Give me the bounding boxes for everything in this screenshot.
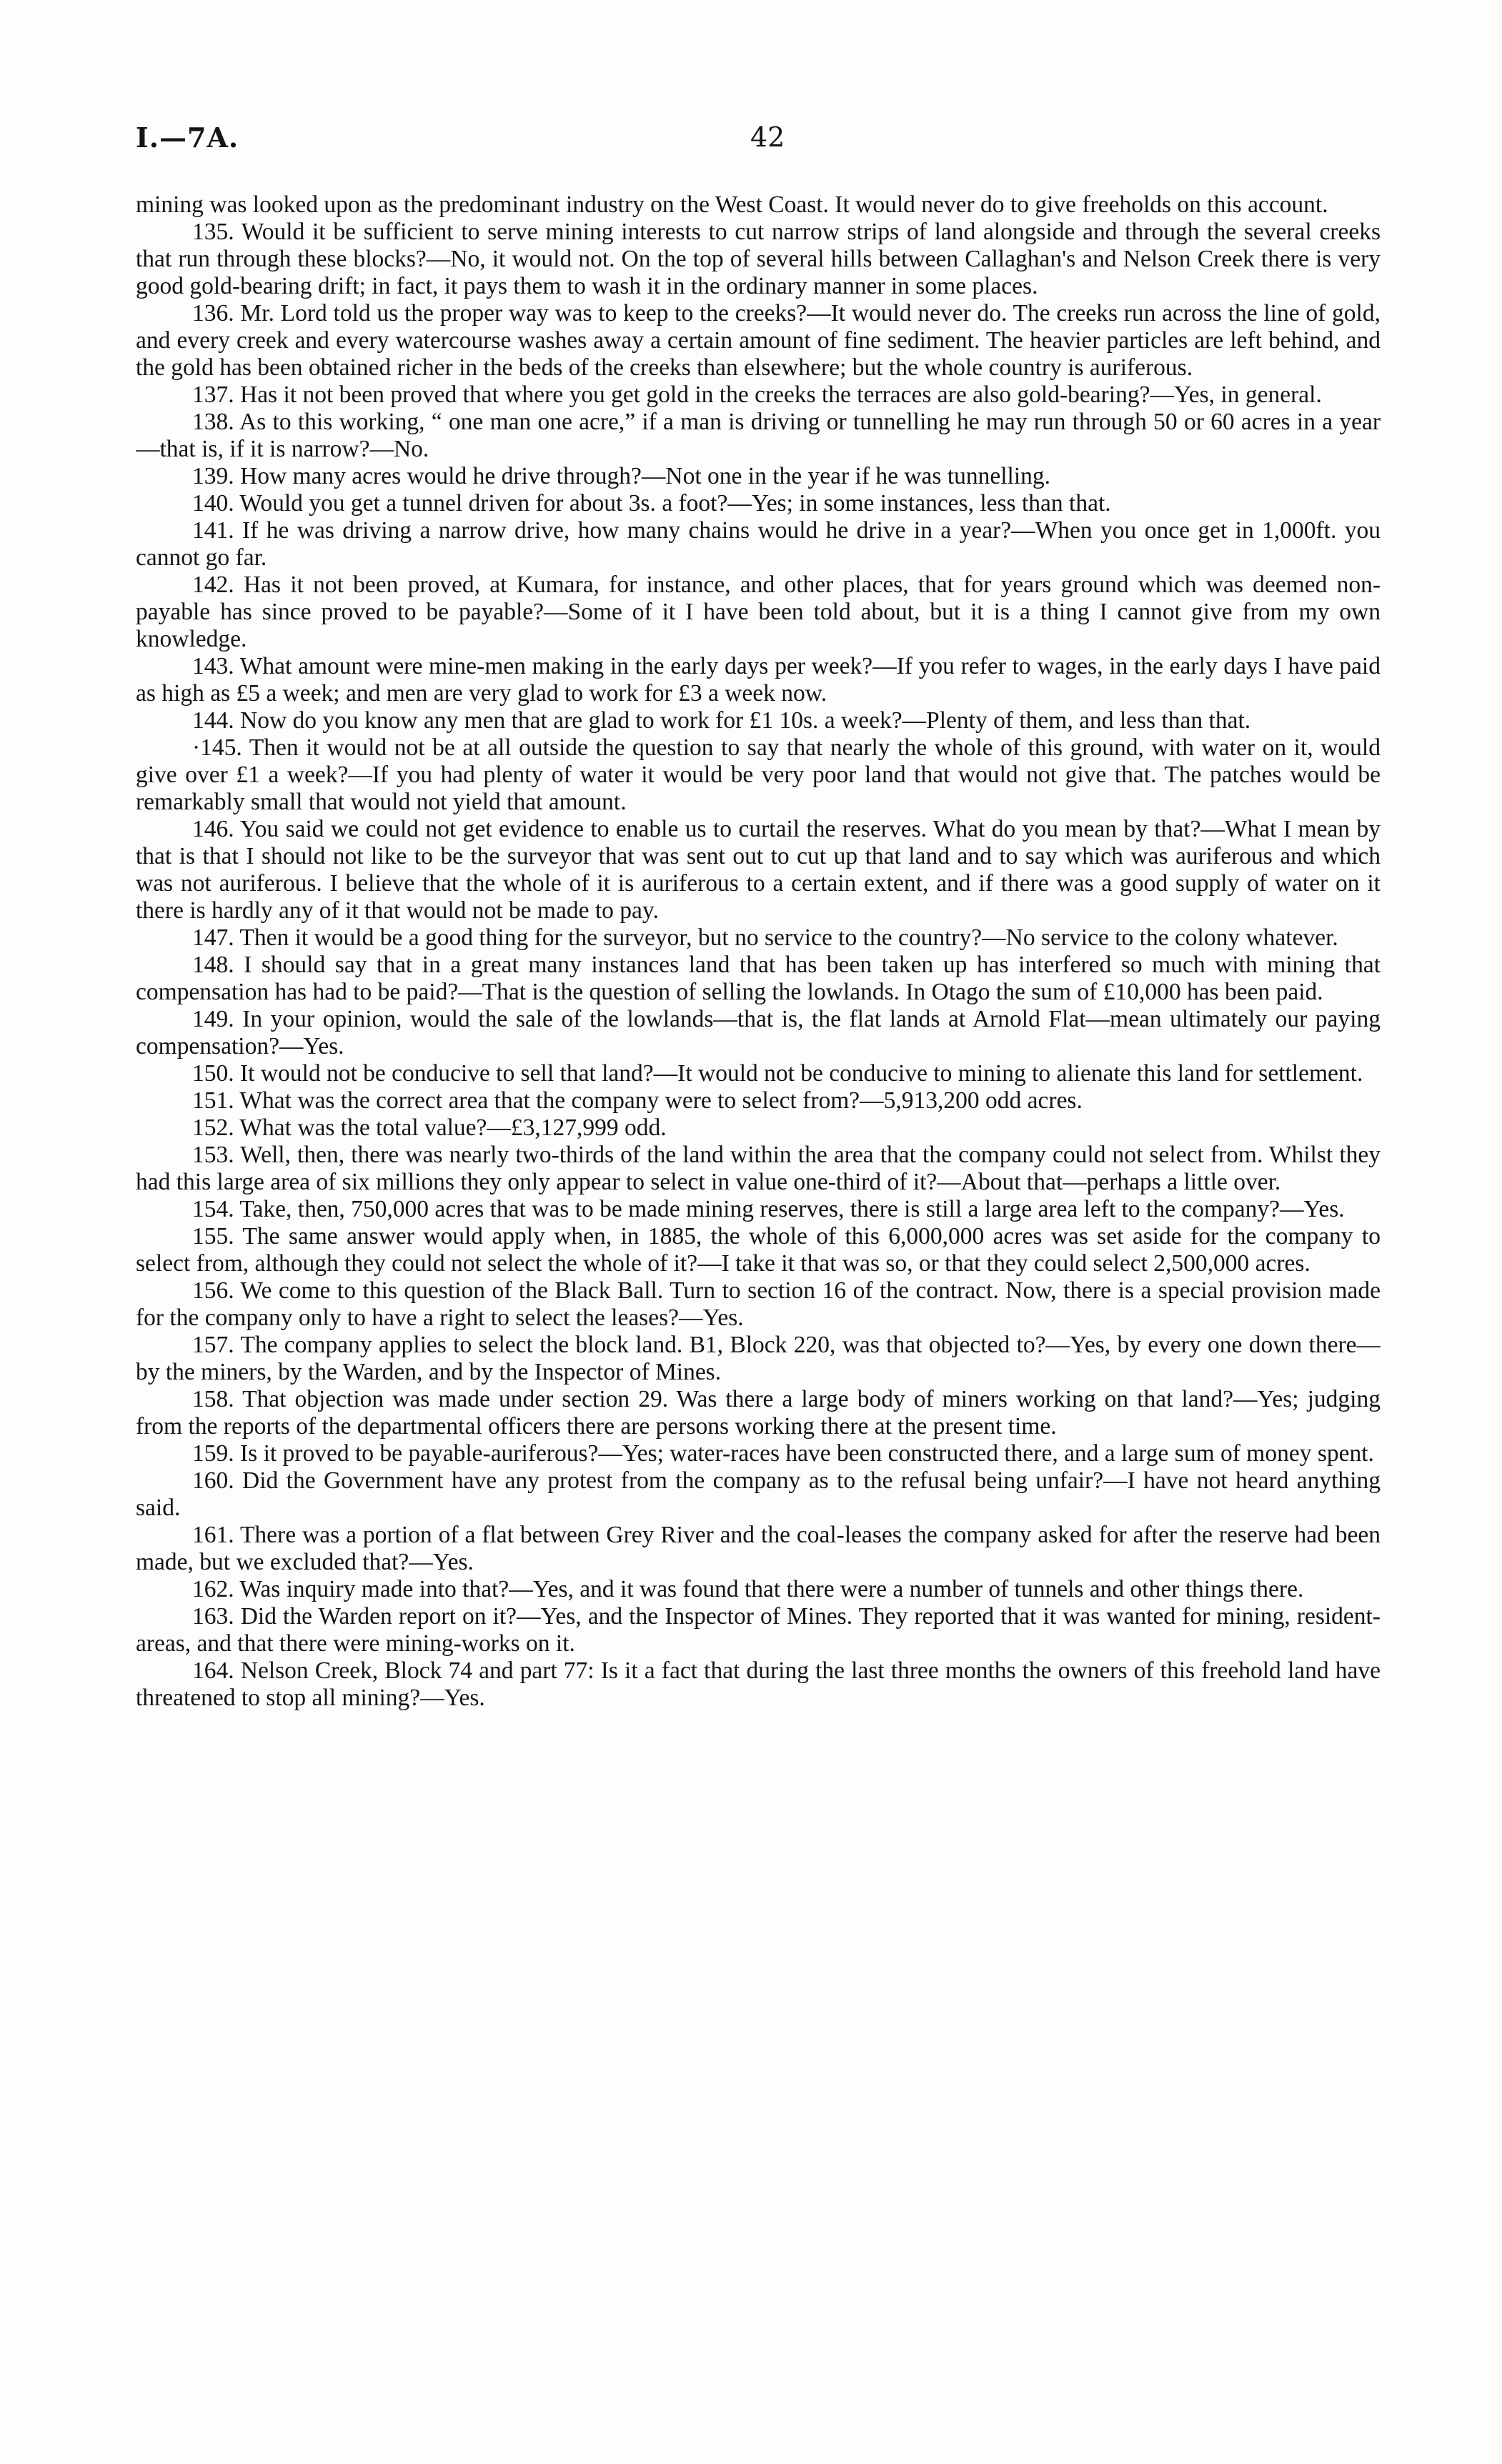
paragraph-142: 142. Has it not been proved, at Kumara, for instance, and other places, that for years ground which was deemed non-payable has since proved to be payable?—Some of it I have been told about, but it is a thing I cannot give from my own knowledge.	[136, 572, 1381, 652]
paragraph-145: ·145. Then it would not be at all outside the question to say that nearly the whole of this ground, with water on it, would give over £1 a week?—If you had plenty of water it would be very poor land that would not give that. The patches would be remarkably small that would not yield that amount.	[136, 734, 1381, 815]
paragraph-141: 141. If he was driving a narrow drive, how many chains would he drive in a year?—When you once get in 1,000ft. you cannot go far.	[136, 517, 1381, 571]
paragraph-158: 158. That objection was made under section 29. Was there a large body of miners working on that land?—Yes; judging from the reports of the departmental officers there are persons working there at the present time.	[136, 1386, 1381, 1440]
paragraph-148: 148. I should say that in a great many instances land that has been taken up has interfered so much with mining that compensation has had to be paid?—That is the question of selling the lowlands. In Otago the sum of £10,000 has been paid.	[136, 952, 1381, 1005]
paragraph-138: 138. As to this working, “ one man one acre,” if a man is driving or tunnelling he may run through 50 or 60 acres in a year—that is, if it is narrow?—No.	[136, 409, 1381, 462]
paragraph-135: 135. Would it be sufficient to serve mining interests to cut narrow strips of land alongside and through the several creeks that run through these blocks?—No, it would not. On the top of several hills between Callaghan's and Nelson Creek there is very good gold-bearing drift; in fact, it pays them to wash it in the ordinary manner in some places.	[136, 219, 1381, 299]
paragraph-150: 150. It would not be conducive to sell that land?—It would not be conducive to mining to alienate this land for settlement.	[192, 1060, 1363, 1087]
paragraph-149: 149. In your opinion, would the sale of the lowlands—that is, the flat lands at Arnold Flat—mean ultimately our paying compensation?—Yes.	[136, 1006, 1381, 1059]
paragraph-157: 157. The company applies to select the block land. B1, Block 220, was that objected to?—Yes, by every one down there—by the miners, by the Warden, and by the Inspector of Mines.	[136, 1332, 1381, 1385]
paragraph-140: 140. Would you get a tunnel driven for about 3s. a foot?—Yes; in some instances, less than that.	[192, 490, 1111, 517]
paragraph-160: 160. Did the Government have any protest from the company as to the refusal being unfair?—I have not heard anything said.	[136, 1467, 1381, 1521]
paragraph-137: 137. Has it not been proved that where you get gold in the creeks the terraces are also gold-bearing?—Yes, in general.	[192, 381, 1322, 408]
paragraph-139: 139. How many acres would he drive through?—Not one in the year if he was tunnelling.	[192, 463, 1051, 489]
paragraph-143: 143. What amount were mine-men making in the early days per week?—If you refer to wages, in the early days I have paid as high as £5 a week; and men are very glad to work for £3 a week now.	[136, 653, 1381, 707]
paragraph-154: 154. Take, then, 750,000 acres that was to be made mining reserves, there is still a large area left to the company?—Yes.	[192, 1196, 1345, 1222]
document-body	[136, 191, 1381, 2420]
paragraph-146: 146. You said we could not get evidence to enable us to curtail the reserves. What do you mean by that?—What I mean by that is that I should not like to be the surveyor that was sent out to cut up that land and to say which was auriferous and which was not auriferous. I believe that the whole of it is auriferous to a certain extent, and if there was a good supply of water on it there is hardly any of it that would not be made to pay.	[136, 816, 1381, 924]
paragraph-144: 144. Now do you know any men that are glad to work for £1 10s. a week?—Plenty of them, and less than that.	[192, 707, 1251, 734]
paragraph-156: 156. We come to this question of the Black Ball. Turn to section 16 of the contract. Now, there is a special provision made for the company only to have a right to select the leases?—Yes.	[136, 1277, 1381, 1331]
paragraph-162: 162. Was inquiry made into that?—Yes, and it was found that there were a number of tunnels and other things there.	[192, 1576, 1304, 1602]
document-reference: I.—7A.	[136, 121, 239, 154]
paragraph-continuation: mining was looked upon as the predominant industry on the West Coast. It would never do to give freeholds on this account.	[136, 191, 1328, 218]
paragraph-152: 152. What was the total value?—£3,127,999 odd.	[192, 1114, 667, 1141]
paragraph-147: 147. Then it would be a good thing for the surveyor, but no service to the country?—No service to the colony whatever.	[192, 924, 1338, 951]
page-header	[136, 121, 1379, 164]
paragraph-153: 153. Well, then, there was nearly two-thirds of the land within the area that the company could not select from. Whilst they had this large area of six millions they only appear to select in value one-third of it?—About that—perhaps a little over.	[136, 1142, 1381, 1195]
page-number: 42	[750, 121, 785, 153]
paragraph-151: 151. What was the correct area that the company were to select from?—5,913,200 odd acres.	[192, 1087, 1083, 1114]
paragraph-164: 164. Nelson Creek, Block 74 and part 77: Is it a fact that during the last three months the owners of this freehold land have threatened to stop all mining?—Yes.	[136, 1657, 1381, 1711]
paragraph-163: 163. Did the Warden report on it?—Yes, and the Inspector of Mines. They reported that it was wanted for mining, resident-areas, and that there were mining-works on it.	[136, 1603, 1381, 1657]
paragraph-161: 161. There was a portion of a flat between Grey River and the coal-leases the company asked for after the reserve had been made, but we excluded that?—Yes.	[136, 1522, 1381, 1575]
paragraph-155: 155. The same answer would apply when, in 1885, the whole of this 6,000,000 acres was set aside for the company to select from, although they could not select the whole of it?—I take it that was so, or that they could select 2,500,000 acres.	[136, 1223, 1381, 1277]
paragraph-136: 136. Mr. Lord told us the proper way was to keep to the creeks?—It would never do. The creeks run across the line of gold, and every creek and every watercourse washes away a certain amount of fine sediment. The heavier particles are left behind, and the gold has been obtained richer in the beds of the creeks than elsewhere; but the whole country is auriferous.	[136, 300, 1381, 381]
paragraph-159: 159. Is it proved to be payable-auriferous?—Yes; water-races have been constructed there, and a large sum of money spent.	[192, 1440, 1374, 1467]
